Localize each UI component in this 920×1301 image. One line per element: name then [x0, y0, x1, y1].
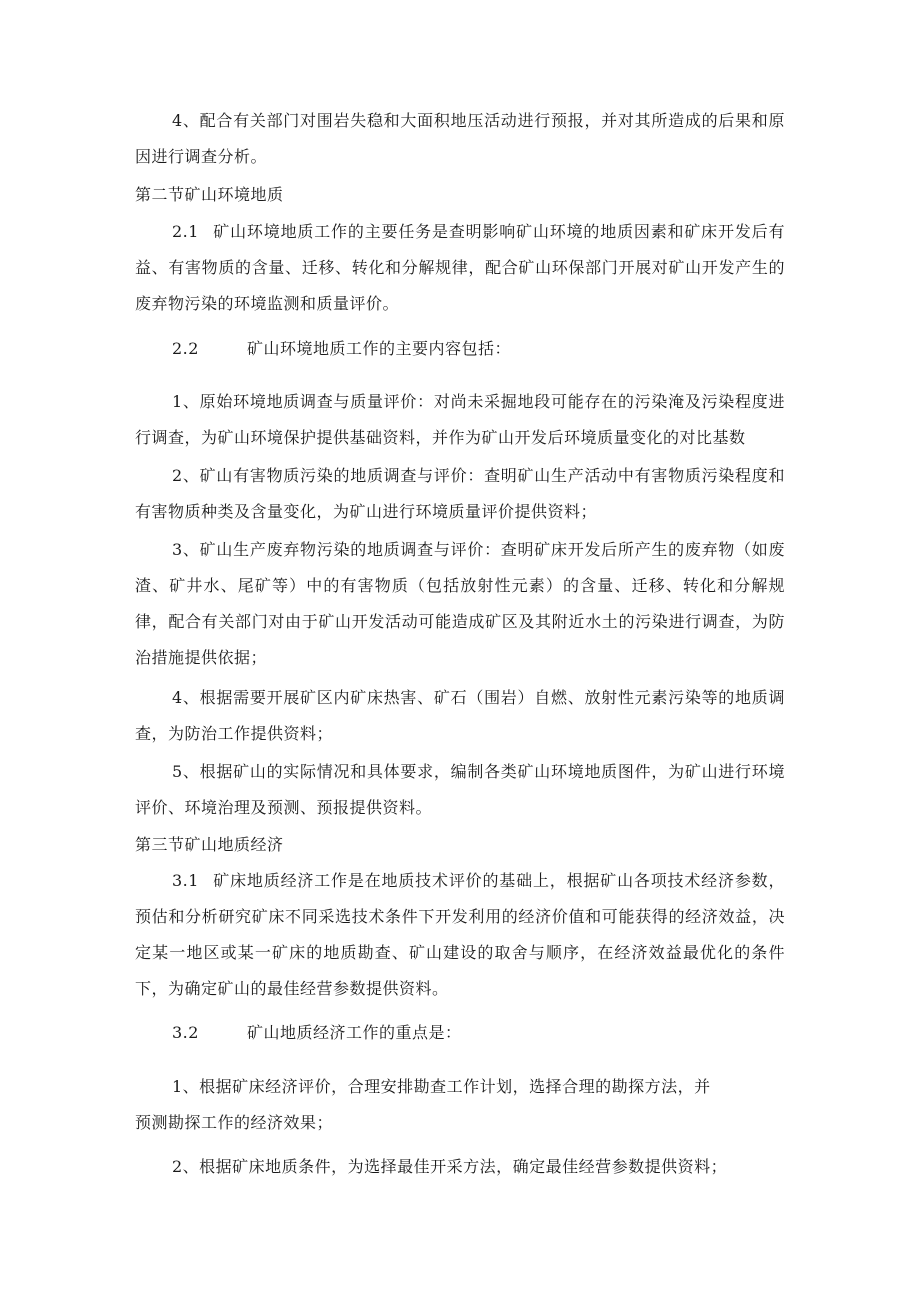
list-item-1: 1、原始环境地质调查与质量评价：对尚未采掘地段可能存在的污染淹及污染程度进行调查，为矿山环境保护提供基础资料，并作为矿山开发后环境质量变化的对比基数	[135, 392, 785, 447]
clause-text: 矿山地质经济工作的重点是：	[246, 1023, 462, 1042]
clause-number: 2.2	[172, 339, 199, 358]
paragraph-2-2	[135, 331, 785, 367]
econ-item-1-line-1: 1、根据矿床经济评价，合理安排勘查工作计划，选择合理的勘探方法，并	[172, 1077, 711, 1096]
section-heading-environment-geology: 第二节矿山环境地质	[135, 185, 284, 204]
clause-text: 矿床地质经济工作是在地质技术评价的基础上，根据矿山各项技术经济参数，预估和分析研究矿床不同采选技术条件下开发利用的经济价值和可能获得的经济效益，决定某一地区或某一矿床的地质勘查、矿山建设的取舍与顺序，在经济效益最优化的条件下，为确定矿山的最佳经营参数提供资料。	[135, 871, 785, 998]
clause-number: 3.2	[172, 1023, 199, 1042]
econ-item-1-line-2: 预测勘探工作的经济效果；	[135, 1113, 334, 1132]
clause-text: 矿山环境地质工作的主要内容包括：	[246, 339, 511, 358]
list-item-3: 3、矿山生产废弃物污染的地质调查与评价：查明矿床开发后所产生的废弃物（如废渣、矿井水、尾矿等）中的有害物质（包括放射性元素）的含量、迁移、转化和分解规律，配合有关部门对由于矿山开发活动可能造成矿区及其附近水土的污染进行调查，为防治措施提供依据；	[135, 540, 785, 667]
list-item-2: 2、矿山有害物质污染的地质调查与评价：查明矿山生产活动中有害物质污染程度和有害物质种类及含量变化，为矿山进行环境质量评价提供资料；	[135, 466, 785, 521]
list-item-4: 4、根据需要开展矿区内矿床热害、矿石（围岩）自燃、放射性元素污染等的地质调查，为防治工作提供资料；	[135, 688, 785, 743]
clause-number: 3.1	[172, 871, 199, 890]
clause-text: 矿山环境地质工作的主要任务是查明影响矿山环境的地质因素和矿床开发后有益、有害物质的含量、迁移、转化和分解规律，配合矿山环保部门开展对矿山开发产生的废弃物污染的环境监测和质量评价。	[135, 222, 785, 313]
paragraph-rock-instability: 4、配合有关部门对围岩失稳和大面积地压活动进行预报，并对其所造成的后果和原因进行调查分析。	[135, 111, 785, 166]
section-heading-mine-geology-economics: 第三节矿山地质经济	[135, 835, 284, 854]
econ-item-2: 2、根据矿床地质条件，为选择最佳开采方法，确定最佳经营参数提供资料；	[172, 1157, 728, 1176]
econ-item-1	[135, 1069, 785, 1141]
paragraph-3-1	[135, 863, 785, 1007]
paragraph-2-1	[135, 214, 785, 322]
clause-number: 2.1	[172, 222, 199, 241]
paragraph-3-2	[135, 1015, 785, 1051]
list-item-5: 5、根据矿山的实际情况和具体要求，编制各类矿山环境地质图件，为矿山进行环境评价、环境治理及预测、预报提供资料。	[135, 762, 785, 817]
